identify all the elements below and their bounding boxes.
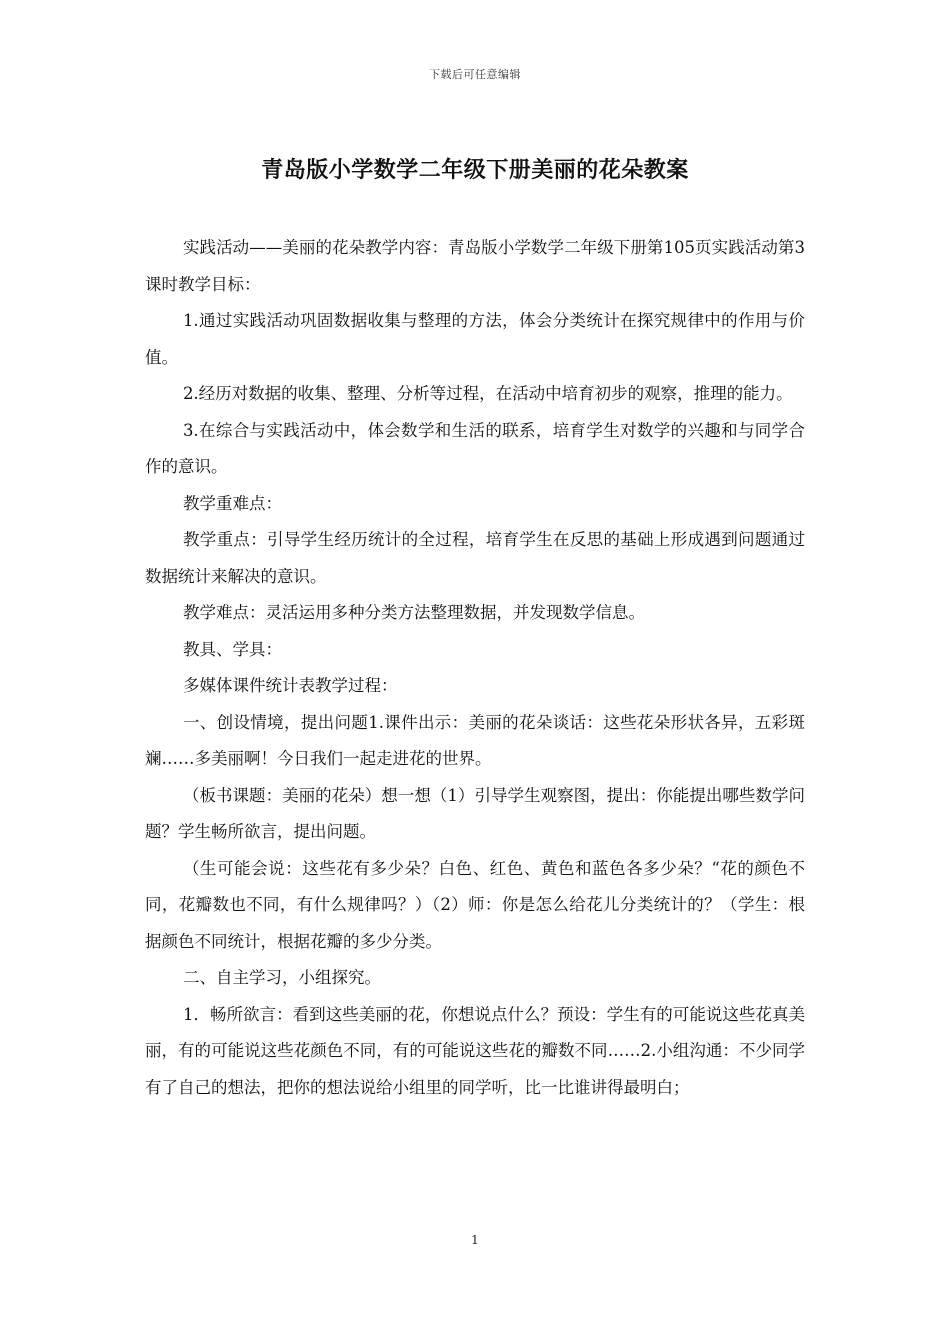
paragraph: 教学重点：引导学生经历统计的全过程，培育学生在反思的基础上形成遇到问题通过数据统计来解决的意识。: [145, 530, 805, 586]
paragraph: 3.在综合与实践活动中，体会数学和生活的联系，培育学生对数学的兴趣和与同学合作的意识。: [145, 420, 805, 476]
paragraph: 实践活动——美丽的花朵教学内容：青岛版小学数学二年级下册第105页实践活动第3课时教学目标：: [145, 238, 805, 294]
page-number: 1: [471, 1233, 479, 1247]
paragraph: 多媒体课件统计表教学过程：: [182, 676, 398, 695]
paragraph: 1．畅所欲言：看到这些美丽的花，你想说点什么？预设：学生有的可能说这些花真美丽，有的可能说这些花颜色不同，有的可能说这些花的瓣数不同……2.小组沟通：不少同学有了自己的想法，把你的想法说给小组里的同学听，比一比谁讲得最明白；: [145, 1004, 805, 1097]
paragraph: 二、自主学习，小组探究。: [182, 968, 381, 987]
paragraph: （生可能会说：这些花有多少朵？白色、红色、黄色和蓝色各多少朵？“花的颜色不同，花瓣数也不同，有什么规律吗？）（2）师：你是怎么给花儿分类统计的？（学生：根据颜色不同统计，根据花瓣的多少分类。: [145, 858, 805, 951]
paragraph: （板书课题：美丽的花朵）想一想（1）引导学生观察图，提出：你能提出哪些数学问题？学生畅所欲言，提出问题。: [145, 785, 805, 841]
paragraph: 一、创设情境，提出问题1.课件出示：美丽的花朵谈话：这些花朵形状各异，五彩斑斓……多美丽啊！今日我们一起走进花的世界。: [145, 712, 805, 768]
paragraph: 教学重难点：: [182, 493, 282, 513]
paragraph: 教学难点：灵活运用多种分类方法整理数据，并发现数学信息。: [182, 603, 645, 622]
document-body: [145, 230, 805, 1106]
page-header: 下载后可任意编辑: [429, 68, 521, 81]
paragraph: 教具、学具：: [182, 639, 282, 659]
paragraph: 2.经历对数据的收集、整理、分析等过程，在活动中培育初步的观察，推理的能力。: [182, 384, 793, 403]
paragraph: 1.通过实践活动巩固数据收集与整理的方法，体会分类统计在探究规律中的作用与价值。: [145, 311, 805, 367]
document-title: 青岛版小学数学二年级下册美丽的花朵教案: [261, 158, 689, 183]
